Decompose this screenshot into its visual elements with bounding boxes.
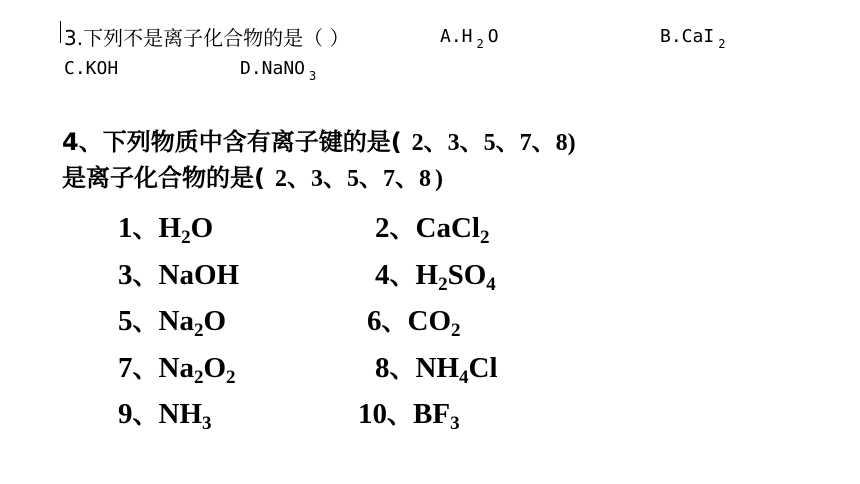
separator: 、 xyxy=(387,400,414,430)
question-4-line-2: 是离子化合物的是( 2、3、5、7、8 ) xyxy=(62,164,443,192)
formula-text: Na xyxy=(158,305,194,337)
substance-number: 6 xyxy=(367,305,382,337)
chemical-formula xyxy=(415,352,498,388)
substance-number: 2 xyxy=(375,212,390,244)
option-d: D.NaNO $_3$ xyxy=(240,58,317,83)
formula-subscript: 2 xyxy=(193,367,204,388)
separator: 、 xyxy=(132,307,159,337)
chemical-formula xyxy=(158,212,214,248)
question-3-stem-text: 3.下列不是离子化合物的是（ ） xyxy=(64,26,350,50)
formula-text: NH xyxy=(158,398,203,430)
formula-text: NH xyxy=(415,352,460,384)
formula-subscript: 2 xyxy=(193,320,204,341)
separator: 、 xyxy=(381,307,408,337)
formula-text: NaOH xyxy=(158,259,240,291)
chemical-formula xyxy=(158,305,227,341)
formula-subscript: 2 xyxy=(451,320,461,341)
substance-number: 8 xyxy=(375,352,390,384)
substance-number: 5 xyxy=(118,305,133,337)
answer-ionic-bond: 2、3、5、7、8 xyxy=(411,130,568,156)
separator: 、 xyxy=(132,354,159,384)
substance-number: 3 xyxy=(118,259,133,291)
substance-item-2 xyxy=(375,208,490,248)
formula-text: O xyxy=(203,305,227,337)
formula-text: H xyxy=(158,212,182,244)
substance-item-9 xyxy=(118,394,212,434)
formula-subscript: 2 xyxy=(438,274,448,295)
chemical-formula xyxy=(413,398,460,434)
separator: 、 xyxy=(389,261,416,291)
substance-number: 7 xyxy=(118,352,133,384)
substance-item-1 xyxy=(118,208,214,248)
substance-number: 9 xyxy=(118,398,133,430)
separator: 、 xyxy=(389,354,416,384)
formula-subscript: 2 xyxy=(479,227,490,248)
separator: 、 xyxy=(132,261,159,291)
formula-text: O xyxy=(190,212,214,244)
chemical-formula xyxy=(158,398,212,434)
substance-item-4 xyxy=(375,255,496,295)
chemical-formula xyxy=(159,259,240,291)
text-cursor xyxy=(60,21,61,43)
option-c: C.KOH xyxy=(64,58,119,79)
separator: 、 xyxy=(132,400,159,430)
option-a: A.H $_2$ O xyxy=(440,26,499,51)
option-b: B.CaI $_2$ xyxy=(660,26,726,51)
formula-text: O xyxy=(203,352,227,384)
substance-item-8 xyxy=(375,348,498,388)
separator: 、 xyxy=(389,214,416,244)
chemical-formula xyxy=(158,352,236,388)
chemical-formula xyxy=(415,212,490,248)
substance-number: 1 xyxy=(118,212,133,244)
formula-subscript: 4 xyxy=(486,274,496,295)
answer-ionic-compound: 2、3、5、7、8 xyxy=(274,166,431,192)
substance-item-7 xyxy=(118,348,236,388)
formula-text: CaCl xyxy=(415,212,480,244)
chemical-formula xyxy=(415,259,496,295)
formula-text: SO xyxy=(447,259,487,291)
formula-text: CO xyxy=(407,305,452,337)
substance-number: 10 xyxy=(358,398,387,430)
question-4-line-1: 4、下列物质中含有离子键的是( 2、3、5、7、8) xyxy=(62,128,576,156)
formula-text: BF xyxy=(413,398,451,430)
question-3-stem xyxy=(64,22,349,51)
substance-item-6 xyxy=(367,301,461,341)
formula-subscript: 4 xyxy=(459,367,469,388)
substance-item-10 xyxy=(358,394,460,434)
substance-number: 4 xyxy=(375,259,390,291)
substance-item-3 xyxy=(118,255,239,292)
formula-subscript: 3 xyxy=(450,413,460,434)
formula-text: Cl xyxy=(468,352,498,384)
formula-text: Na xyxy=(158,352,194,384)
separator: 、 xyxy=(132,214,159,244)
chemical-formula xyxy=(407,305,461,341)
formula-subscript: 2 xyxy=(226,367,236,388)
formula-text: H xyxy=(415,259,439,291)
formula-subscript: 2 xyxy=(181,227,191,248)
formula-subscript: 3 xyxy=(202,413,212,434)
substance-item-5 xyxy=(118,301,227,341)
